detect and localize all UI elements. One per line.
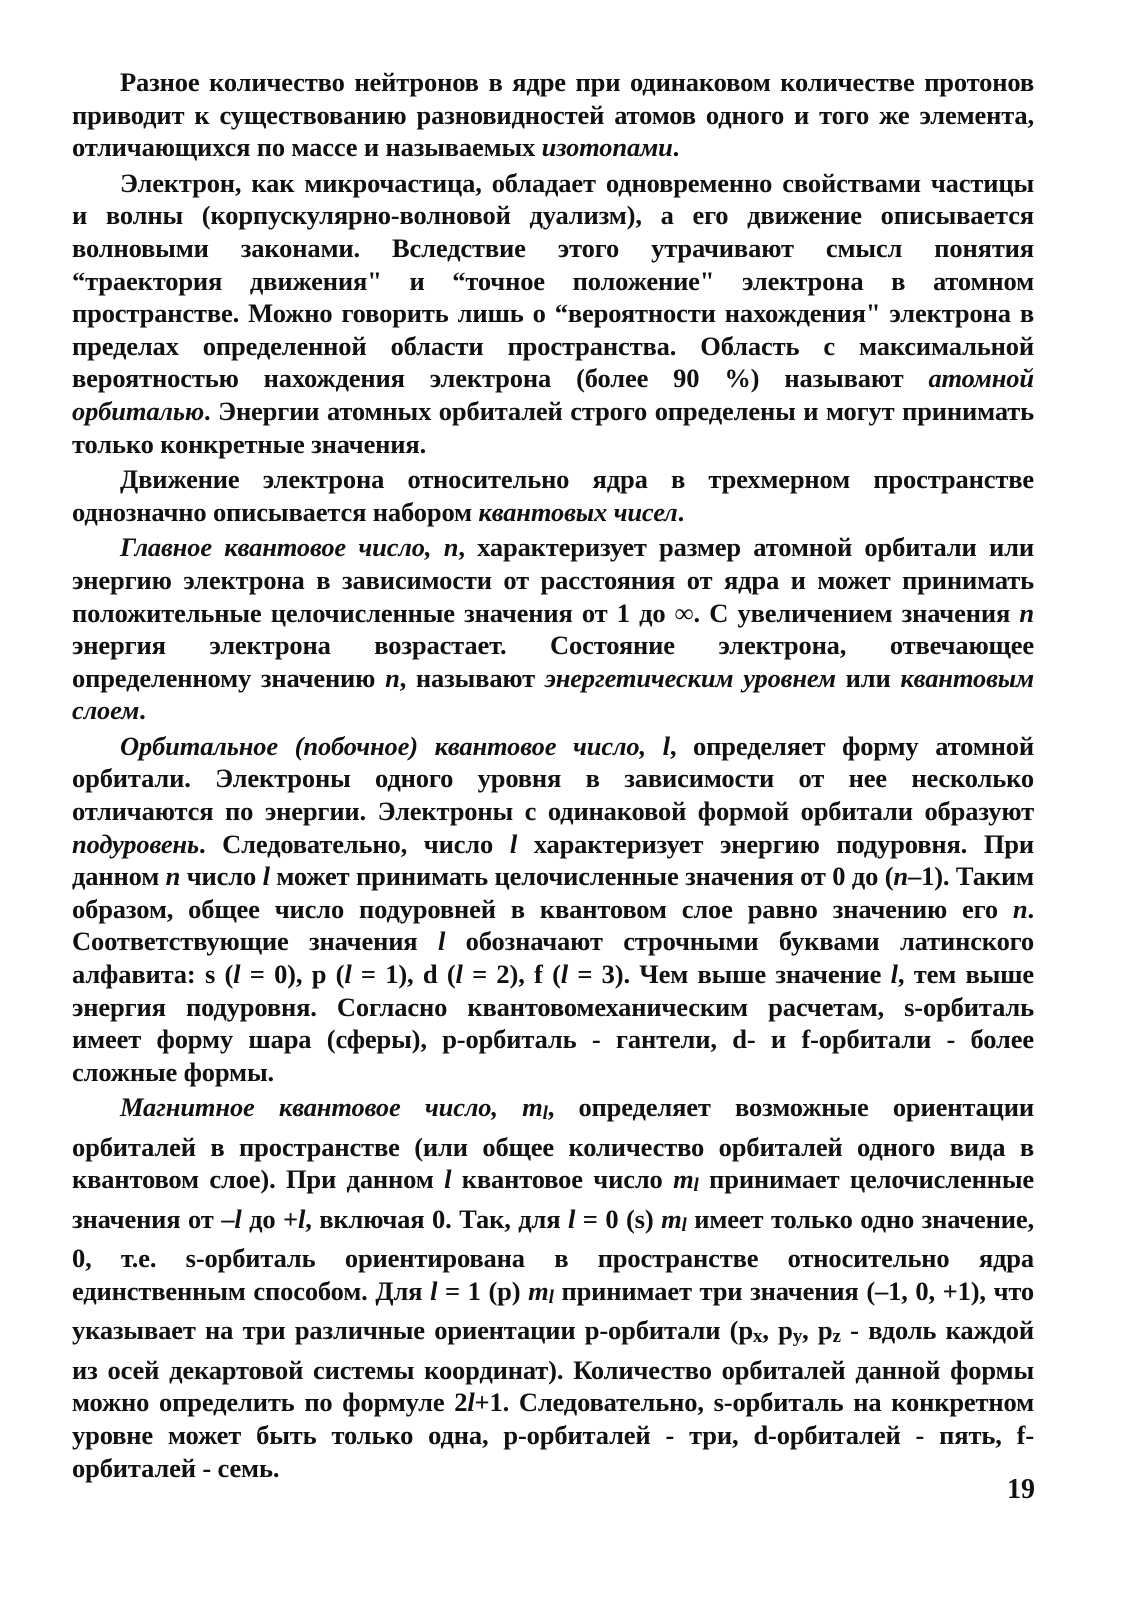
paragraph-principal-number	[72, 531, 1034, 727]
emphasized-text: l	[234, 1203, 242, 1234]
emphasized-text: m	[673, 1164, 694, 1195]
text-run: может принимать целочисленные значения от 0 до (	[269, 861, 894, 892]
text-run: характеризует энергию подуровня. При данном	[72, 828, 1034, 892]
emphasized-text: n	[165, 861, 181, 892]
emphasized-text: l	[568, 1203, 576, 1234]
emphasized-text: l	[437, 926, 446, 957]
emphasized-text: подуровень	[72, 828, 199, 859]
text-run: энергия электрона возрастает. Состояние электрона, отвечающее определенному значению	[72, 630, 1034, 693]
text-run: , характеризует размер атомной орбитали или энергию электрона в зависимости от расстояния от ядра и может принимать положительные целочисленные значения от 1 до ∞. С увеличением значения	[72, 532, 1034, 628]
emphasized-text: атомной орбиталью	[72, 363, 1034, 426]
emphasized-text: m	[528, 1275, 549, 1306]
text-run: , p	[802, 1315, 833, 1346]
emphasized-text: Главное квантовое число, n	[120, 532, 459, 563]
emphasized-text: квантовых чисел	[478, 496, 678, 527]
text-run: = 1 (p)	[437, 1275, 529, 1306]
paragraph-orbital-number	[72, 730, 1034, 1089]
subscript-text: l	[542, 1103, 548, 1125]
text-run: обозначают строчными буквами латинского алфавита: s (	[72, 926, 1034, 990]
emphasized-text: квантовым слоем	[72, 662, 1035, 726]
text-run: принимает целочисленные значения от –	[72, 1164, 1035, 1234]
emphasized-text: l	[509, 828, 518, 859]
text-run: или	[835, 662, 901, 693]
paragraph-magnetic-number	[72, 1091, 1034, 1484]
emphasized-text: n	[1019, 597, 1034, 628]
emphasized-text: l	[233, 959, 241, 990]
emphasized-text: энергетическим уровнем	[544, 662, 836, 693]
emphasized-text: l	[262, 861, 270, 892]
text-run: +1. Следовательно, s-орбиталь на конкретном уровне может быть только одна, p-орбиталей - три, d-орбиталей - пять, f-орбиталей - семь.	[72, 1387, 1034, 1483]
emphasized-text: m	[661, 1203, 682, 1234]
text-run: Разное количество нейтронов в ядре при одинаковом количестве протонов приводит к существованию разновидностей атомов одного и того же элемента, отличающихся по массе и называемых	[72, 67, 1034, 163]
text-run: = 0), p (	[240, 959, 345, 990]
text-run: = 3). Чем выше значение	[567, 959, 891, 990]
emphasized-text: l	[430, 1275, 438, 1306]
text-run: .	[677, 496, 685, 527]
text-run: имеет только одно значение, 0, т.е. s-орбиталь ориентирована в пространстве относительно ядра единственным способом. Для	[72, 1203, 1034, 1306]
text-run: , тем выше энергия подуровня. Согласно квантовомеханическим расчетам, s-орбиталь имеет форму шара (сферы), p-орбиталь - гантели, d- и f-орбитали - более сложные формы.	[72, 959, 1035, 1087]
text-run: квантовое число	[451, 1164, 674, 1195]
text-run: , включая 0. Так, для	[305, 1203, 569, 1234]
text-run: . Следовательно, число	[198, 828, 510, 859]
text-body	[72, 66, 1034, 1484]
emphasized-text: l	[344, 959, 352, 990]
text-run: –1). Таким образом, общее число подуровней в квантовом слое равно значению его	[72, 861, 1034, 924]
text-run: Электрон, как микрочастица, обладает одновременно свойствами частицы и волны (корпускулярно-волновой дуализм), а его движение описывается волновыми законами. Вследствие этого утрачивают смысл понятия “траектория движения" и “точное положение" электрона в атомном пространстве. Можно говорить лишь о “вероятности нахождения" электрона в пределах определенной области пространства. Область с максимальной вероятностью нахождения электрона (более 90 %) называют	[72, 167, 1034, 394]
emphasized-text: l	[560, 959, 568, 990]
subscript-text: x	[752, 1326, 763, 1348]
subscript-text: l	[693, 1175, 699, 1197]
emphasized-text: Орбитальное (побочное) квантовое число, l	[120, 730, 670, 761]
paragraph-quantum-numbers	[72, 463, 1034, 528]
text-run: = 1), d (	[351, 959, 456, 990]
emphasized-text: l	[455, 959, 463, 990]
subscript-text: l	[681, 1214, 687, 1236]
emphasized-text: l	[467, 1387, 475, 1418]
text-run: = 2), f (	[462, 959, 561, 990]
paragraph-isotopes	[72, 66, 1034, 164]
emphasized-text: l	[890, 959, 898, 990]
text-run: Движение электрона относительно ядра в трехмерном пространстве однозначно описывается набором	[72, 464, 1034, 527]
subscript-text: l	[548, 1286, 554, 1308]
emphasized-text: Магнитное квантовое число, m	[120, 1092, 543, 1123]
text-run: . Соответствующие значения	[72, 893, 1034, 957]
subscript-text: z	[832, 1326, 841, 1348]
paragraph-electron-orbital	[72, 167, 1034, 460]
text-run: , p	[762, 1315, 793, 1346]
emphasized-text: n	[385, 662, 400, 693]
text-run: до +	[241, 1203, 299, 1234]
text-run: = 0 (s)	[575, 1203, 662, 1234]
text-run: , определяет возможные ориентации орбиталей в пространстве (или общее количество орбиталей одного вида в квантовом слое). При данном	[72, 1092, 1034, 1195]
emphasized-text: n	[893, 861, 909, 892]
text-run: , называют	[399, 662, 545, 693]
emphasized-text: n	[1012, 893, 1028, 924]
page-number: 19	[1007, 1474, 1035, 1505]
text-run: принимает три значения (–1, 0, +1), что указывает на три различные ориентации p-орбитали (p	[72, 1275, 1034, 1346]
text-run: . Энергии атомных орбиталей строго определены и могут принимать только конкретные значения.	[72, 395, 1034, 459]
subscript-text: y	[792, 1326, 803, 1348]
text-run: .	[139, 695, 146, 726]
emphasized-text: l	[444, 1164, 452, 1195]
text-run: число	[180, 861, 263, 892]
text-run: .	[672, 132, 680, 163]
text-run: - вдоль каждой из осей декартовой системы координат). Количество орбиталей данной формы можно определить по формуле 2	[72, 1315, 1034, 1418]
emphasized-text: l	[298, 1203, 306, 1234]
emphasized-text: изотопами	[541, 132, 673, 163]
text-run: , определяет форму атомной орбитали. Электроны одного уровня в зависимости от нее несколько отличаются по энергии. Электроны с одинаковой формой орбитали образуют	[72, 730, 1034, 827]
